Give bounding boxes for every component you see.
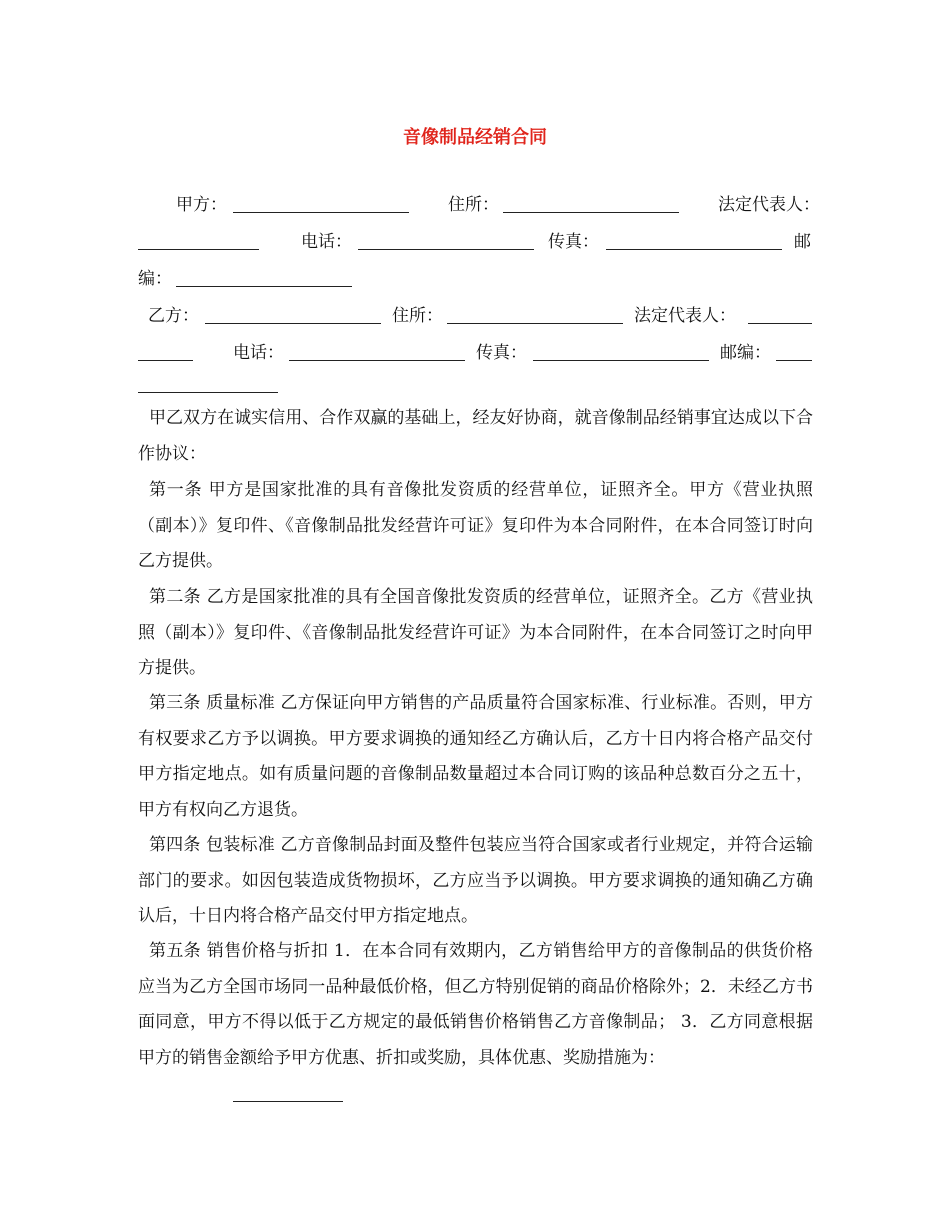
party-a-address-field[interactable] <box>503 212 679 213</box>
party-a-fax-label: 传真： <box>548 232 599 252</box>
party-b-rep-field-b[interactable] <box>138 360 193 361</box>
party-a-rep-label: 法定代表人： <box>718 195 820 215</box>
party-b-phone-field[interactable] <box>289 360 465 361</box>
incentive-measures-field[interactable] <box>233 1101 343 1102</box>
party-b-address-field[interactable] <box>447 323 623 324</box>
party-b-rep-label: 法定代表人： <box>634 306 736 326</box>
party-b-rep-field-a[interactable] <box>748 323 812 324</box>
party-a-post-label-part1: 邮 <box>794 232 811 252</box>
article-2: 第二条 乙方是国家批准的具有全国音像批发资质的经营单位，证照齐全。乙方《营业执照（副本）》复印件、《音像制品批发经营许可证》为本合同附件，在本合同签订之时向甲方提供。 <box>138 587 813 679</box>
party-b-fax-label: 传真： <box>476 343 527 363</box>
party-a-post-field[interactable] <box>176 286 352 287</box>
party-a-name-field[interactable] <box>233 212 409 213</box>
article-4: 第四条 包装标准 乙方音像制品封面及整件包装应当符合国家或者行业规定，并符合运输部门的要求。如因包装造成货物损坏，乙方应当予以调换。甲方要求调换的通知确乙方确认后，十日内将合格产品交付甲方指定地点。 <box>138 835 813 927</box>
party-b-post-field-a[interactable] <box>776 360 812 361</box>
document-title: 音像制品经销合同 <box>403 127 547 148</box>
article-3: 第三条 质量标准 乙方保证向甲方销售的产品质量符合国家标准、行业标准。否则，甲方有权要求乙方予以调换。甲方要求调换的通知经乙方确认后，乙方十日内将合格产品交付甲方指定地点。如有质量问题的音像制品数量超过本合同订购的该品种总数百分之五十，甲方有权向乙方退货。 <box>138 693 813 820</box>
party-b-post-field-b[interactable] <box>138 392 278 393</box>
party-a-fax-field[interactable] <box>606 249 782 250</box>
party-b-phone-label: 电话： <box>233 343 284 363</box>
party-a-post-label-part2: 编： <box>138 269 172 289</box>
party-b-address-label: 住所： <box>392 306 443 326</box>
party-b-post-label: 邮编： <box>720 343 771 363</box>
party-a-phone-label: 电话： <box>301 232 352 252</box>
party-b-fax-field[interactable] <box>533 360 709 361</box>
party-b-label: 乙方： <box>148 306 199 326</box>
article-5: 第五条 销售价格与折扣 1．在本合同有效期内，乙方销售给甲方的音像制品的供货价格应当为乙方全国市场同一品种最低价格，但乙方特别促销的商品价格除外；2．未经乙方书面同意，甲方不得以低于乙方规定的最低销售价格销售乙方音像制品； 3．乙方同意根据甲方的销售金额给予甲方优惠、折扣或奖励，具体优惠、奖励措施为： <box>138 941 813 1068</box>
party-a-rep-field[interactable] <box>138 249 259 250</box>
party-a-address-label: 住所： <box>448 195 499 215</box>
party-a-phone-field[interactable] <box>358 249 534 250</box>
party-a-label: 甲方： <box>176 195 227 215</box>
article-1: 第一条 甲方是国家批准的具有音像批发资质的经营单位，证照齐全。甲方《营业执照（副本）》复印件、《音像制品批发经营许可证》复印件为本合同附件，在本合同签订时向乙方提供。 <box>138 480 813 572</box>
preamble: 甲乙双方在诚实信用、合作双赢的基础上，经友好协商，就音像制品经销事宜达成以下合作协议： <box>138 408 813 464</box>
party-b-name-field[interactable] <box>205 323 381 324</box>
